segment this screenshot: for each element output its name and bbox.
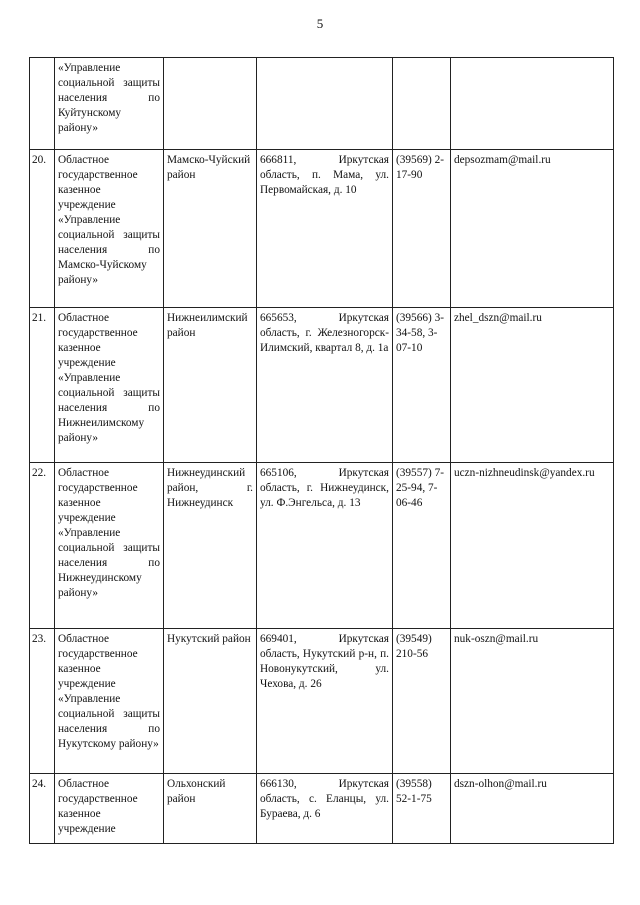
row-number: 20. xyxy=(30,150,55,308)
table-row xyxy=(30,774,614,844)
phone: (39569) 2-17-90 xyxy=(393,150,451,308)
row-number: 23. xyxy=(30,629,55,774)
address xyxy=(257,58,393,150)
row-number: 22. xyxy=(30,463,55,629)
row-number xyxy=(30,58,55,150)
table-row xyxy=(30,58,614,150)
page-number: 5 xyxy=(316,16,324,31)
district: Нижнеилимский район xyxy=(164,308,257,463)
institution-name: «Управление социальной защиты населения по Куйтунскому району» xyxy=(55,58,164,150)
email[interactable]: dszn-olhon@mail.ru xyxy=(451,774,614,844)
email[interactable]: nuk-oszn@mail.ru xyxy=(451,629,614,774)
email[interactable]: uczn-nizhneudinsk@yandex.ru xyxy=(451,463,614,629)
district: Нукутский район xyxy=(164,629,257,774)
email[interactable]: zhel_dszn@mail.ru xyxy=(451,308,614,463)
district: Нижнеудинский район, г. Нижнеудинск xyxy=(164,463,257,629)
address: 666811, Иркутская область, п. Мама, ул. Первомайская, д. 10 xyxy=(257,150,393,308)
institution-name: Областное государственное казенное учреждение «Управление социальной защиты населения по Нижнеудинскому району» xyxy=(55,463,164,629)
address: 665653, Иркутская область, г. Железногорск-Илимский, квартал 8, д. 1а xyxy=(257,308,393,463)
table-row xyxy=(30,463,614,629)
institution-name: Областное государственное казенное учреждение «Управление социальной защиты населения по Нижнеилимскому району» xyxy=(55,308,164,463)
email[interactable] xyxy=(451,58,614,150)
address: 669401, Иркутская область, Нукутский р-н, п. Новонукутский, ул. Чехова, д. 26 xyxy=(257,629,393,774)
phone: (39566) 3-34-58, 3-07-10 xyxy=(393,308,451,463)
address: 666130, Иркутская область, с. Еланцы, ул. Бураева, д. 6 xyxy=(257,774,393,844)
row-number: 21. xyxy=(30,308,55,463)
table-row xyxy=(30,308,614,463)
table-row xyxy=(30,150,614,308)
phone: (39557) 7-25-94, 7-06-46 xyxy=(393,463,451,629)
district: Ольхонский район xyxy=(164,774,257,844)
institution-name: Областное государственное казенное учреждение xyxy=(55,774,164,844)
address: 665106, Иркутская область, г. Нижнеудинск, ул. Ф.Энгельса, д. 13 xyxy=(257,463,393,629)
phone: (39558) 52-1-75 xyxy=(393,774,451,844)
phone xyxy=(393,58,451,150)
table-row xyxy=(30,629,614,774)
email[interactable]: depsozmam@mail.ru xyxy=(451,150,614,308)
district xyxy=(164,58,257,150)
institution-name: Областное государственное казенное учреждение «Управление социальной защиты населения по Нукутскому району» xyxy=(55,629,164,774)
row-number: 24. xyxy=(30,774,55,844)
institution-name: Областное государственное казенное учреждение «Управление социальной защиты населения по Мамско-Чуйскому району» xyxy=(55,150,164,308)
phone: (39549) 210-56 xyxy=(393,629,451,774)
institutions-table xyxy=(29,57,614,844)
district: Мамско-Чуйский район xyxy=(164,150,257,308)
